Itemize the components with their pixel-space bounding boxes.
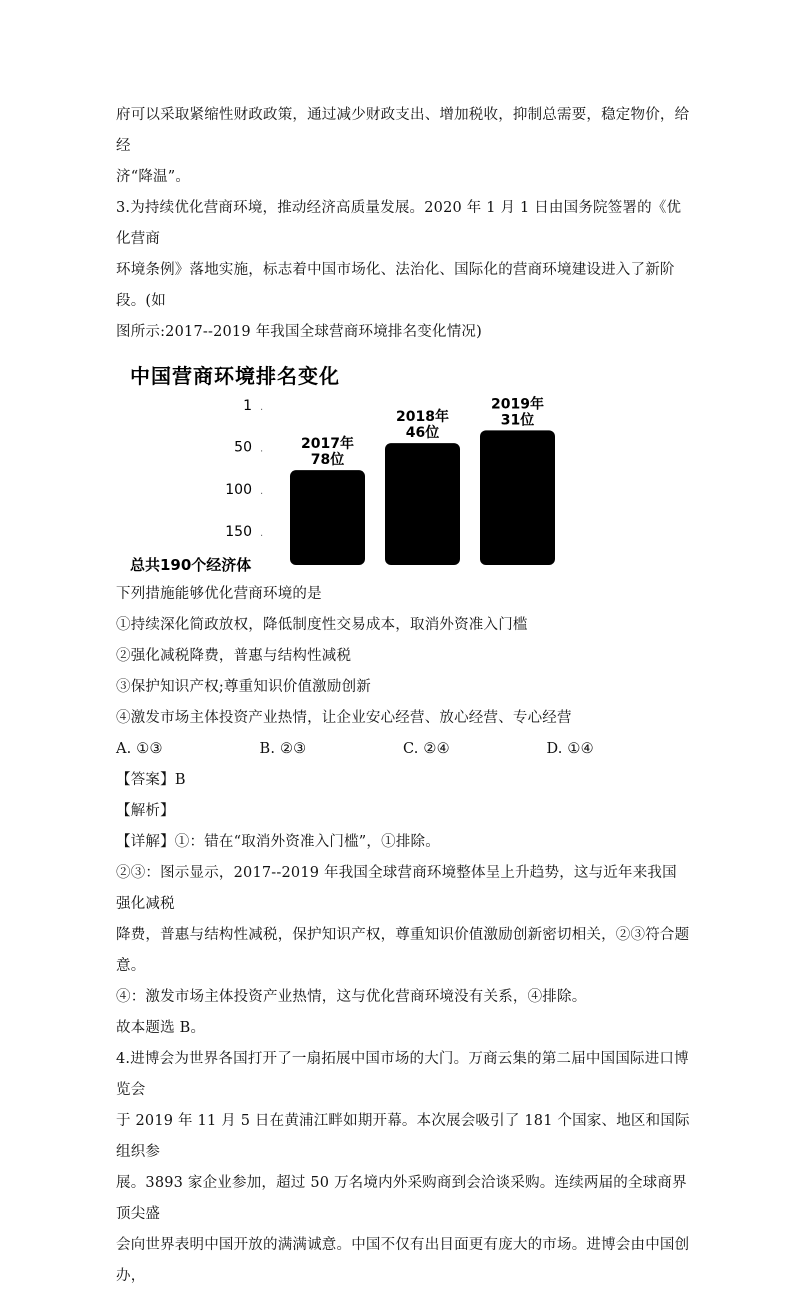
answer-line: [116, 765, 690, 796]
text-line: 图所示:2017--2019 年我国全球营商环境排名变化情况): [116, 324, 482, 340]
analysis-line: 故本题选 B。: [116, 1020, 206, 1036]
question-stem: 下列措施能够优化营商环境的是: [116, 586, 322, 602]
text-line: 于 2019 年 11 月 5 日在黄浦江畔如期开幕。本次展会吸引了 181 个国家、地区和国际组织参: [116, 1113, 690, 1160]
y-tick-label: 50: [234, 439, 252, 456]
bar-year-label: 2019年: [491, 396, 544, 413]
answer-label: 【答案】: [116, 772, 175, 788]
question-item: ①持续深化简政放权，降低制度性交易成本，取消外资准入门槛: [116, 617, 528, 633]
document-page: [116, 100, 690, 1292]
ranking-chart: [116, 360, 690, 575]
bar-rank-label: 31位: [500, 412, 535, 429]
answer-options: [116, 734, 690, 765]
bar-year-label: 2018年: [396, 409, 449, 426]
option-b: B. ②③: [259, 741, 307, 757]
analysis-line: ②③：图示显示，2017--2019 年我国全球营商环境整体呈上升趋势，这与近年来我国强化减税: [116, 865, 677, 912]
text-line: 会向世界表明中国开放的满满诚意。中国不仅有出目面更有庞大的市场。进博会由中国创办，: [116, 1237, 690, 1284]
bar: [385, 443, 460, 565]
y-tick-mark: .: [260, 528, 264, 540]
analysis-line: 降费，普惠与结构性减税，保护知识产权，尊重知识价值激励创新密切相关，②③符合题意。: [116, 927, 690, 974]
answer-value: B: [174, 772, 186, 788]
y-tick-label: 150: [225, 524, 252, 541]
chart-title: 中国营商环境排名变化: [130, 364, 340, 388]
option-d: D. ①④: [546, 741, 594, 757]
text-line: 3.为持续优化营商环境，推动经济高质量发展。2020 年 1 月 1 日由国务院签署的《优化营商: [116, 200, 682, 247]
y-tick-mark: .: [260, 402, 264, 413]
analysis-line: ④：激发市场主体投资产业热情，这与优化营商环境没有关系，④排除。: [116, 989, 587, 1005]
text-line: 4.进博会为世界各国打开了一扇拓展中国市场的大门。万商云集的第二届中国国际进口博览会: [116, 1051, 689, 1098]
y-tick-label: 100: [225, 481, 252, 498]
question-item: ③保护知识产权;尊重知识价值激励创新: [116, 679, 371, 695]
question-item: ④激发市场主体投资产业热情，让企业安心经营、放心经营、专心经营: [116, 710, 572, 726]
y-tick-mark: .: [260, 443, 264, 455]
y-tick-label: 1: [243, 398, 252, 414]
bar-rank-label: 78位: [310, 452, 345, 469]
analysis-label: 【解析】: [116, 803, 175, 819]
bar-year-label: 2017年: [301, 436, 354, 453]
bar-rank-label: 46位: [405, 425, 440, 442]
option-c: C. ②④: [403, 741, 450, 757]
bar: [290, 470, 365, 565]
text-line: 府可以采取紧缩性财政政策，通过减少财政支出、增加税收，抑制总需要，稳定物价，给经: [116, 107, 690, 154]
option-a: A. ①③: [116, 741, 163, 757]
chart-svg: [116, 360, 690, 575]
analysis-line: 【详解】①：错在“取消外资准入门槛”，①排除。: [116, 834, 440, 850]
text-line: 展。3893 家企业参加，超过 50 万名境内外采购商到会洽谈采购。连续两届的全球商界顶尖盛: [116, 1175, 687, 1222]
question-item: ②强化减税降费，普惠与结构性减税: [116, 648, 352, 664]
bar: [480, 430, 555, 565]
chart-footer: 总共190个经济体: [130, 556, 252, 574]
text-line: 环境条例》落地实施，标志着中国市场化、法治化、国际化的营商环境建设进入了新阶段。(如: [116, 262, 675, 309]
y-tick-mark: .: [260, 485, 264, 497]
text-line: 济“降温”。: [116, 169, 191, 185]
